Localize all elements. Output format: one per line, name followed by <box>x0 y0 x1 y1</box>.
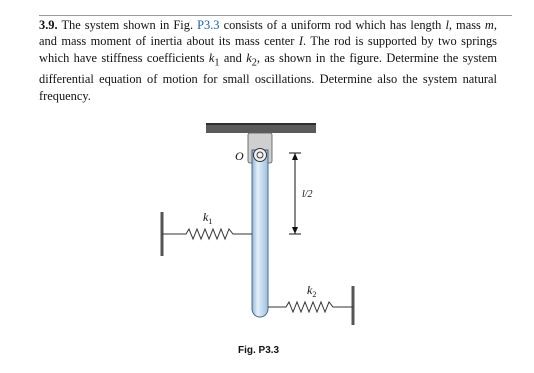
figure-reference-link[interactable]: P3.3 <box>197 18 220 32</box>
spring-k2 <box>268 302 353 312</box>
problem-text-3a: supported by two springs which have stiffness coefficients <box>39 34 497 65</box>
spring-k2-label <box>307 283 316 299</box>
half-length-label: l/2 <box>302 189 313 200</box>
spring-k2-sub: 2 <box>312 290 317 299</box>
spring-k1-label <box>203 210 212 226</box>
dimension-arrow-top <box>292 153 298 160</box>
problem-text-4: in the figure. Determine the system differential equation of motion for small <box>39 50 497 87</box>
symbol-inertia: I <box>298 34 304 49</box>
symbol-k2-sub: 2 <box>251 57 257 69</box>
symbol-k1-sub: 1 <box>214 57 220 69</box>
problem-text-2d: , and mass moment of inertia about its mass center <box>39 18 497 49</box>
problem-text-2f: . The rod is <box>303 34 364 49</box>
problem-text-2b: , mass <box>448 18 481 32</box>
dimension-arrow-bottom <box>292 227 298 234</box>
problem-text-3c: and <box>223 50 242 65</box>
pivot-label: O <box>235 149 244 163</box>
spring-k1-sub: 1 <box>208 217 213 226</box>
figure-caption: Fig. P3.3 <box>238 345 280 356</box>
problem-text-1a: The system shown in Fig. <box>61 18 194 32</box>
spring-k1 <box>162 229 252 239</box>
rod <box>252 150 268 317</box>
problem-text-5: oscillations. Determine also the system natural frequency. <box>39 72 497 103</box>
pivot-pin <box>254 149 267 162</box>
problem-text-3e: , as shown <box>256 50 312 65</box>
symbol-length: l <box>445 18 449 32</box>
spring-k1-letter: k <box>203 210 209 224</box>
ceiling-edge <box>206 123 316 125</box>
symbol-mass: m <box>484 18 494 32</box>
symbol-k1: k <box>208 50 215 65</box>
spring-k2-letter: k <box>307 283 313 297</box>
symbol-k2: k <box>246 50 252 65</box>
problem-text-1b: consists of a uniform rod which has length <box>223 18 442 32</box>
problem-number: 3.9. <box>39 18 58 32</box>
